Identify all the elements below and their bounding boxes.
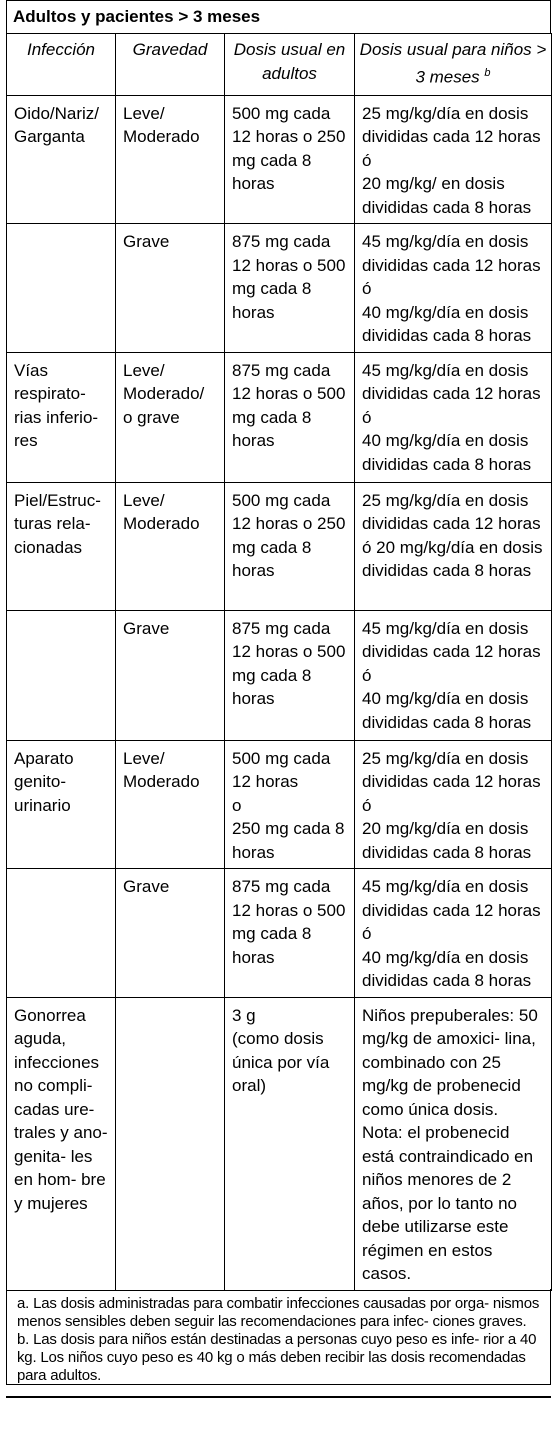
cell-infeccion: Gonorrea aguda, infecciones no compli- cadas ure- trales y ano-genita- les en hom- bre y mujeres	[7, 997, 116, 1290]
cell-gravedad: Grave	[116, 610, 225, 740]
table-row	[7, 482, 552, 610]
cell-line: 40 mg/kg/día en dosis divididas cada 8 horas	[362, 302, 532, 346]
cell-dosis-ninos	[355, 224, 552, 353]
dosage-table	[6, 33, 552, 1291]
footnotes	[6, 1289, 551, 1385]
table-title: Adultos y pacientes > 3 meses	[6, 0, 551, 34]
cell-infeccion: Oido/Nariz/ Garganta	[7, 95, 116, 224]
cell-dosis-adultos: 500 mg cada 12 horas o 250 mg cada 8 horas	[225, 95, 355, 224]
cell-line: 40 mg/kg/día en dosis divididas cada 8 horas	[362, 689, 532, 732]
cell-gravedad: Leve/ Moderado	[116, 482, 225, 610]
cell-line: (como dosis única por vía oral)	[232, 1029, 330, 1096]
cell-dosis-ninos	[355, 610, 552, 740]
table-row	[7, 352, 552, 482]
table-row	[7, 224, 552, 353]
bottom-rule	[6, 1396, 551, 1398]
cell-line: 45 mg/kg/día en dosis divididas cada 12 horas ó	[362, 360, 541, 427]
cell-line: 25 mg/kg/día en dosis divididas cada 12 horas ó	[362, 748, 541, 815]
table-row	[7, 740, 552, 869]
cell-infeccion	[7, 224, 116, 353]
cell-line: 250 mg cada 8 horas	[232, 819, 345, 862]
cell-line: 45 mg/kg/día en dosis divididas cada 12 horas ó	[362, 618, 541, 685]
cell-line: 20 mg/kg/día en dosis divididas cada 8 horas	[362, 819, 532, 862]
cell-dosis-ninos	[355, 997, 552, 1290]
footnote-marker-b: b	[484, 66, 491, 79]
cell-gravedad: Leve/ Moderado/ o grave	[116, 352, 225, 482]
cell-dosis-ninos	[355, 869, 552, 998]
cell-line: 40 mg/kg/día en dosis divididas cada 8 horas	[362, 947, 532, 991]
cell-line: Nota: el probenecid está contraindicado en niños menores de 2 años, por lo tanto no debe utilizarse este régimen en estos casos.	[362, 1123, 534, 1284]
table-row	[7, 997, 552, 1290]
table-body	[7, 95, 552, 1290]
cell-line: 40 mg/kg/día en dosis divididas cada 8 horas	[362, 431, 532, 474]
table-row	[7, 95, 552, 224]
cell-line: 20 mg/kg/ en dosis divididas cada 8 horas	[362, 174, 532, 217]
cell-gravedad: Leve/ Moderado	[116, 95, 225, 224]
header-gravedad: Gravedad	[116, 34, 225, 96]
cell-gravedad: Leve/ Moderado	[116, 740, 225, 869]
footnote-a: a. Las dosis administradas para combatir infecciones causadas por orga- nismos menos sensibles deben seguir las recomendaciones para infec- ciones graves.	[17, 1295, 540, 1330]
cell-dosis-adultos: 500 mg cada 12 horas o 250 mg cada 8 horas	[225, 482, 355, 610]
cell-infeccion	[7, 610, 116, 740]
table-row	[7, 610, 552, 740]
cell-line: 500 mg cada 12 horas	[232, 748, 331, 792]
cell-line: o	[232, 795, 242, 815]
cell-line: 3 g	[232, 1005, 256, 1025]
cell-line: 25 mg/kg/día en dosis divididas cada 12 horas ó	[362, 103, 541, 170]
table-row	[7, 869, 552, 998]
footnote-b: b. Las dosis para niños están destinadas a personas cuyo peso es infe- rior a 40 kg. Los niños cuyo peso es 40 kg o más deben recibir las dosis recomendadas para adultos.	[17, 1331, 537, 1384]
cell-dosis-adultos: 875 mg cada 12 horas o 500 mg cada 8 horas	[225, 224, 355, 353]
cell-dosis-ninos	[355, 352, 552, 482]
cell-gravedad: Grave	[116, 869, 225, 998]
cell-line: Niños prepuberales: 50 mg/kg de amoxici- lina, combinado con 25 mg/kg de probenecid como única dosis.	[362, 1005, 538, 1119]
cell-line: 25 mg/kg/día en dosis divididas cada 12 horas ó 20 mg/kg/día en dosis divididas cada 8 horas	[362, 490, 543, 581]
header-infeccion: Infección	[7, 34, 116, 96]
cell-infeccion	[7, 869, 116, 998]
cell-infeccion: Piel/Estruc- turas rela- cionadas	[7, 482, 116, 610]
cell-dosis-adultos: 875 mg cada 12 horas o 500 mg cada 8 horas	[225, 352, 355, 482]
header-dosis-ninos	[355, 34, 552, 96]
cell-line: 45 mg/kg/día en dosis divididas cada 12 horas ó	[362, 877, 541, 944]
cell-gravedad	[116, 997, 225, 1290]
cell-dosis-adultos: 875 mg cada 12 horas o 500 mg cada 8 horas	[225, 610, 355, 740]
header-dosis-ninos-text: Dosis usual para niños > 3 meses	[359, 40, 547, 87]
cell-dosis-ninos	[355, 95, 552, 224]
cell-dosis-ninos	[355, 740, 552, 869]
cell-dosis-adultos: 875 mg cada 12 horas o 500 mg cada 8 horas	[225, 869, 355, 998]
cell-dosis-adultos	[225, 997, 355, 1290]
cell-line: 45 mg/kg/día en dosis divididas cada 12 horas ó	[362, 232, 541, 299]
cell-dosis-adultos	[225, 740, 355, 869]
cell-dosis-ninos	[355, 482, 552, 610]
cell-infeccion: Aparato genito- urinario	[7, 740, 116, 869]
header-dosis-adultos: Dosis usual en adultos	[225, 34, 355, 96]
cell-infeccion: Vías respirato- rias inferio- res	[7, 352, 116, 482]
table-header-row	[7, 34, 552, 96]
cell-gravedad: Grave	[116, 224, 225, 353]
